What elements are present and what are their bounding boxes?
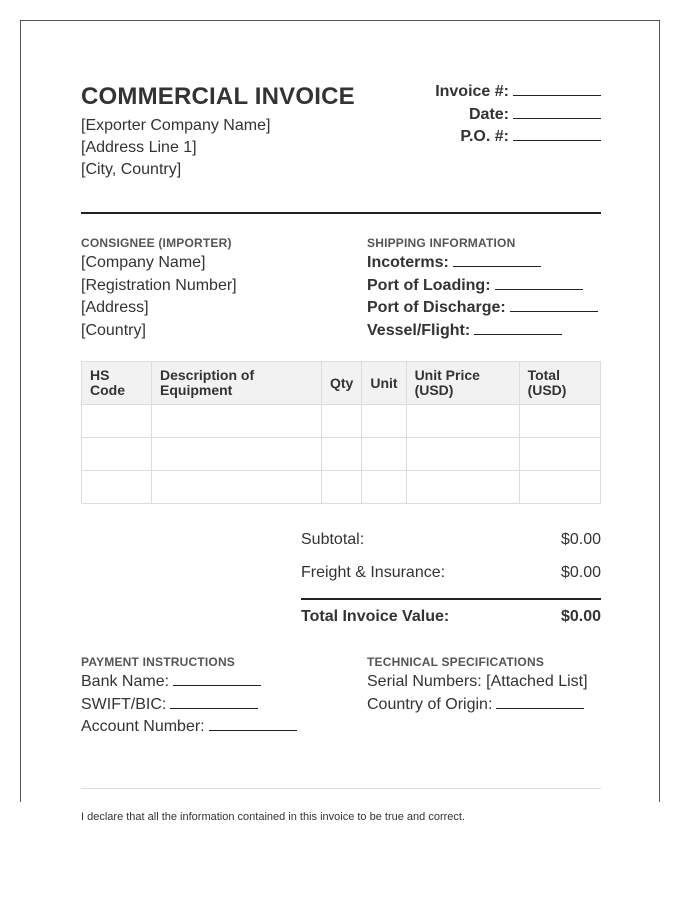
- technical-section: [367, 655, 607, 716]
- date-row: [435, 104, 601, 127]
- consignee-registration: [Registration Number]: [81, 276, 237, 294]
- po-row: [435, 126, 601, 149]
- col-hs-code: HS Code: [82, 362, 152, 405]
- totals-block: [301, 529, 601, 628]
- document-title: COMMERCIAL INVOICE: [81, 83, 355, 110]
- port-discharge-field[interactable]: [510, 310, 598, 312]
- swift-label: SWIFT/BIC:: [81, 695, 167, 713]
- table-cell[interactable]: [406, 438, 519, 471]
- bank-name-field[interactable]: [173, 684, 261, 686]
- table-cell[interactable]: [519, 471, 600, 504]
- grand-total-label: Total Invoice Value:: [301, 608, 450, 625]
- incoterms-row: [367, 252, 607, 275]
- items-table: [81, 361, 601, 504]
- footer-divider: [81, 788, 601, 789]
- table-header-row: [82, 362, 601, 405]
- origin-row: [367, 694, 607, 717]
- col-description: Description of Equipment: [152, 362, 322, 405]
- bank-name-row: [81, 671, 351, 694]
- vessel-field[interactable]: [474, 333, 562, 335]
- table-cell[interactable]: [519, 405, 600, 438]
- exporter-address: [Address Line 1]: [81, 139, 197, 156]
- subtotal-value: $0.00: [560, 531, 601, 548]
- table-cell[interactable]: [322, 438, 362, 471]
- table-cell[interactable]: [152, 471, 322, 504]
- consignee-country: [Country]: [81, 321, 146, 339]
- consignee-company: [Company Name]: [81, 254, 206, 271]
- freight-label: Freight & Insurance:: [301, 564, 446, 581]
- table-cell[interactable]: [362, 438, 406, 471]
- consignee-heading: CONSIGNEE (IMPORTER): [81, 236, 232, 250]
- swift-field[interactable]: [170, 707, 258, 709]
- account-row: [81, 716, 351, 739]
- grand-total-row: [301, 606, 601, 628]
- port-loading-row: [367, 275, 607, 298]
- col-unit-price: Unit Price (USD): [406, 362, 519, 405]
- table-cell[interactable]: [82, 438, 152, 471]
- col-qty: Qty: [322, 362, 362, 405]
- exporter-company: [Exporter Company Name]: [81, 117, 271, 134]
- invoice-page: [20, 20, 660, 823]
- subtotal-row: [301, 529, 601, 551]
- subtotal-label: Subtotal:: [301, 531, 365, 548]
- invoice-number-field[interactable]: [513, 94, 601, 96]
- consignee-address: [Address]: [81, 299, 149, 316]
- totals-divider: [301, 598, 601, 600]
- table-cell[interactable]: [322, 471, 362, 504]
- vessel-row: [367, 320, 607, 343]
- shipping-section: [367, 236, 607, 342]
- payment-heading: PAYMENT INSTRUCTIONS: [81, 655, 236, 669]
- table-cell[interactable]: [362, 471, 406, 504]
- table-cell[interactable]: [362, 405, 406, 438]
- table-cell[interactable]: [322, 405, 362, 438]
- incoterms-label: Incoterms:: [367, 254, 449, 271]
- table-cell[interactable]: [82, 405, 152, 438]
- grand-total-value: $0.00: [560, 608, 601, 625]
- date-field[interactable]: [513, 117, 601, 119]
- table-cell[interactable]: [82, 471, 152, 504]
- po-field[interactable]: [513, 139, 601, 141]
- port-loading-field[interactable]: [495, 288, 583, 290]
- invoice-meta: [435, 81, 601, 149]
- freight-value: $0.00: [560, 564, 601, 581]
- vessel-label: Vessel/Flight:: [367, 321, 471, 339]
- date-label: Date:: [468, 105, 509, 123]
- col-total: Total (USD): [519, 362, 600, 405]
- account-label: Account Number:: [81, 718, 205, 735]
- table-cell[interactable]: [152, 438, 322, 471]
- exporter-city: [City, Country]: [81, 161, 182, 178]
- header-divider: [81, 212, 601, 214]
- freight-row: [301, 562, 601, 584]
- port-discharge-label: Port of Discharge:: [367, 299, 506, 316]
- swift-row: [81, 694, 351, 717]
- col-unit: Unit: [362, 362, 406, 405]
- table-cell[interactable]: [406, 471, 519, 504]
- invoice-content: [81, 83, 601, 823]
- incoterms-field[interactable]: [453, 265, 541, 267]
- origin-label: Country of Origin:: [367, 695, 493, 713]
- table-cell[interactable]: [519, 438, 600, 471]
- table-row: [82, 471, 601, 504]
- account-field[interactable]: [209, 729, 297, 731]
- invoice-number-label: Invoice #:: [435, 83, 509, 100]
- table-cell[interactable]: [406, 405, 519, 438]
- table-row: [82, 438, 601, 471]
- declaration-text: I declare that all the information contained in this invoice to be true and correct.: [81, 811, 465, 823]
- invoice-number-row: [435, 81, 601, 104]
- po-label: P.O. #:: [460, 128, 509, 145]
- consignee-section: [81, 236, 341, 342]
- bank-name-label: Bank Name:: [81, 673, 170, 690]
- port-loading-label: Port of Loading:: [367, 276, 491, 294]
- shipping-heading: SHIPPING INFORMATION: [367, 236, 516, 250]
- technical-heading: TECHNICAL SPECIFICATIONS: [367, 655, 545, 669]
- table-row: [82, 405, 601, 438]
- payment-section: [81, 655, 351, 739]
- serial-numbers-line: Serial Numbers: [Attached List]: [367, 673, 588, 690]
- origin-field[interactable]: [496, 707, 584, 709]
- table-cell[interactable]: [152, 405, 322, 438]
- port-discharge-row: [367, 297, 607, 320]
